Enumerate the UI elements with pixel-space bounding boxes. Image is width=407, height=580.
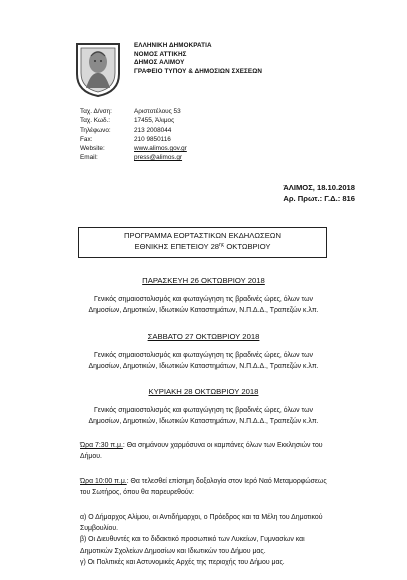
day-paragraph (0, 405, 407, 427)
contact-row (80, 135, 187, 144)
email-link[interactable]: press@alimos.gr (134, 154, 183, 162)
attendee-line: α) Ο Δήμαρχος Αλίμου, οι Αντιδήμαρχοι, ο Πρόεδρος και τα Μέλη του Δημοτικού (80, 514, 323, 521)
subtitle-main: ΕΘΝΙΚΗΣ ΕΠΕΤΕΙΟΥ 28 (134, 241, 220, 251)
schedule-time: Ώρα 7:30 π.μ. (80, 442, 123, 449)
document-title: ΠΡΟΓΡΑΜΜΑ ΕΟΡΤΑΣΤΙΚΩΝ ΕΚΔΗΛΩΣΕΩΝ (124, 231, 281, 240)
contact-value: Αριστοτέλους 53 (134, 108, 181, 115)
place-date: ΆΛΙΜΟΣ, 18.10.2018 (283, 183, 355, 192)
day-heading: ΠΑΡΑΣΚΕΥΗ 26 ΟΚΤΩΒΡΙΟΥ 2018 (142, 276, 265, 285)
schedule-text: : Θα τελεσθεί επίσημη δοξολογία στον Ιερό Ναό Μεταμορφώσεως (126, 478, 327, 485)
document-subtitle (79, 242, 326, 253)
letterhead (134, 42, 262, 76)
paragraph-line: Δημοσίων, Δημοτικών, Ιδιωτικών Καταστημάτων, Ν.Π.Δ.Δ., Τραπεζών κ.λπ. (88, 418, 319, 426)
contact-value: 210 9850116 (134, 135, 171, 143)
contact-label: Ταχ. Δ/νση: (80, 108, 112, 115)
contact-row (80, 144, 187, 153)
letterhead-line: ΓΡΑΦΕΙΟ ΤΥΠΟΥ & ΔΗΜΟΣΙΩΝ ΣΧΕΣΕΩΝ (134, 67, 263, 75)
contact-label: Fax: (80, 135, 93, 143)
contact-value: 17455, Άλιμος (134, 117, 175, 125)
attendee-line: γ) Οι Πολιτικές και Αστυνομικές Αρχές της περιοχής του Δήμου μας. (80, 558, 285, 566)
letterhead-line: ΔΗΜΟΣ ΑΛΙΜΟΥ (134, 59, 185, 67)
municipal-seal-logo (73, 40, 123, 98)
attendee-line: β) Οι Διευθυντές και το διδακτικό προσωπικό των Λυκείων, Γυμνασίων και (80, 536, 305, 544)
letterhead-line: ΝΟΜΟΣ ΑΤΤΙΚΗΣ (134, 50, 187, 58)
contact-value: 213 2008044 (134, 126, 172, 134)
protocol-number: Αρ. Πρωτ.: Γ.Δ.: 816 (283, 194, 355, 203)
contact-label: Ταχ. Κωδ.: (80, 117, 111, 125)
contact-row (80, 116, 187, 125)
schedule-text: : Θα σημάνουν χαρμόσυνα οι καμπάνες όλων των Εκκλησιών του (122, 442, 323, 449)
schedule-item-doxology (80, 476, 327, 498)
day-heading: ΚΥΡΙΑΚΗ 28 ΟΚΤΩΒΡΙΟΥ 2018 (148, 387, 259, 396)
date-protocol-block (283, 182, 355, 204)
contact-row (80, 107, 187, 116)
contact-label: Email: (80, 154, 98, 162)
attendee-line: Δημοτικών Σχολείων Δημοσίων και Ιδιωτικών του Δήμου μας. (80, 547, 266, 555)
paragraph-line: Γενικός σημαιοστολισμός και φωταγώγηση τις βραδινές ώρες, όλων των (94, 296, 313, 303)
paragraph-line: Γενικός σημαιοστολισμός και φωταγώγηση τις βραδινές ώρες, όλων των (94, 407, 313, 414)
schedule-line: του Σωτήρος, όπου θα παρευρεθούν: (80, 489, 194, 497)
attendee-list (80, 512, 323, 568)
contact-label: Website: (80, 145, 105, 153)
contact-row (80, 153, 187, 162)
subtitle-superscript: ης (219, 241, 225, 248)
subtitle-month: ΟΚΤΩΒΡΙΟΥ (224, 241, 271, 251)
paragraph-line: Γενικός σημαιοστολισμός και φωταγώγηση τις βραδινές ώρες, όλων των (94, 352, 313, 359)
schedule-item-bells (80, 440, 323, 462)
schedule-line: Δήμου. (80, 453, 102, 461)
contact-block (80, 107, 187, 163)
contact-label: Τηλέφωνο: (80, 126, 111, 134)
day-paragraph (0, 294, 407, 316)
day-paragraph (0, 350, 407, 372)
website-link[interactable]: www.alimos.gov.gr (134, 145, 187, 153)
day-heading: ΣΑΒΒΑΤΟ 27 ΟΚΤΩΒΡΙΟΥ 2018 (147, 332, 260, 341)
letterhead-line: ΕΛΛΗΝΙΚΗ ΔΗΜΟΚΡΑΤΙΑ (134, 42, 212, 49)
contact-row (80, 126, 187, 135)
paragraph-line: Δημοσίων, Δημοτικών, Ιδιωτικών Καταστημάτων, Ν.Π.Δ.Δ., Τραπεζών κ.λπ. (88, 307, 319, 315)
attendee-line: Συμβουλίου. (80, 525, 119, 533)
schedule-line (80, 476, 327, 487)
schedule-time: Ώρα 10:00 π.μ. (80, 478, 127, 485)
document-title-box (78, 227, 327, 258)
paragraph-line: Δημοσίων, Δημοτικών, Ιδιωτικών Καταστημάτων, Ν.Π.Δ.Δ., Τραπεζών κ.λπ. (88, 363, 319, 371)
schedule-line (80, 440, 323, 451)
